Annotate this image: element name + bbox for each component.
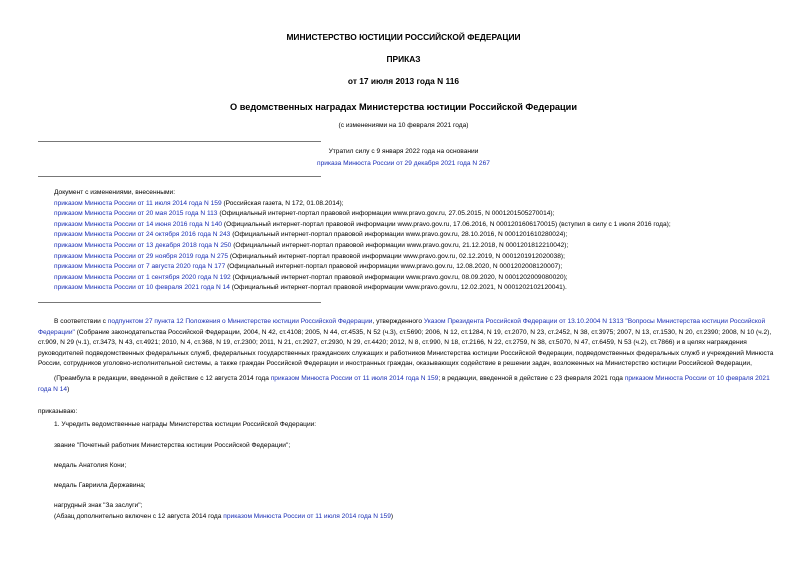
date-number-heading: от 17 июля 2013 года N 116 (347, 76, 460, 86)
amendment-link[interactable]: приказом Минюста России от 24 октября 2016 года N 243 (54, 231, 231, 239)
award-item: звание "Почетный работник Министерства юстиции Российской Федерации"; (54, 442, 291, 449)
amendment-link[interactable]: приказом Минюста России от 11 июля 2014 года N 159 (270, 375, 439, 382)
list-item: приказом Минюста России от 1 сентября 2020 года N 192 (Официальный интернет-портал правовой информации www.pravo.gov.ru, 08.09.2020, N 0001202009080020); (54, 273, 568, 281)
list-item: приказом Минюста России от 7 августа 2020 года N 177 (Официальный интернет-портал правовой информации www.pravo.gov.ru, 12.08.2020, N 0001202008120007); (54, 263, 563, 271)
list-item: приказом Минюста России от 11 июля 2014 года N 159 (Российская газета, N 172, 01.08.2014); (54, 199, 344, 207)
regulation-link[interactable]: подпунктом 27 пункта 12 Положения о Министерстве юстиции Российской Федерации (107, 318, 373, 325)
list-item: приказом Минюста России от 13 декабря 2018 года N 250 (Официальный интернет-портал правовой информации www.pravo.gov.ru, 21.12.2018, N 0001201812210042); (54, 241, 569, 249)
amendment-link[interactable]: приказом Минюста России от 10 февраля 2021 года N 14 (38, 375, 770, 393)
document-title: О ведомственных наградах Министерства юстиции Российской Федерации (230, 102, 577, 112)
amendment-link[interactable]: приказом Минюста России от 10 февраля 2021 года N 14 (54, 284, 230, 292)
divider (38, 141, 321, 142)
lost-force-text: Утратил силу с 9 января 2022 года на основании (328, 148, 479, 155)
doc-type-heading: ПРИКАЗ (386, 54, 421, 64)
award-item: медаль Анатолия Кони; (54, 462, 127, 469)
award-note: (Абзац дополнительно включен с 12 августа 2014 года приказом Минюста России от 11 июля 2014 года N 159) (54, 513, 394, 520)
order-verb: приказываю: (38, 408, 78, 415)
decree-link[interactable]: Указом Президента Российской Федерации от 13.10.2004 N 1313 "Вопросы Министерства юстиции Российской Федерации" (38, 318, 766, 336)
list-item: приказом Минюста России от 24 октября 2016 года N 243 (Официальный интернет-портал правовой информации www.pravo.gov.ru, 28.10.2016, N 0001201610280024); (54, 231, 568, 239)
amendment-link[interactable]: приказом Минюста России от 13 декабря 2018 года N 250 (54, 241, 232, 249)
changes-list (54, 189, 779, 295)
amendment-link[interactable]: приказом Минюста России от 11 июля 2014 года N 159 (223, 513, 391, 520)
list-item: приказом Минюста России от 10 февраля 2021 года N 14 (Официальный интернет-портал правовой информации www.pravo.gov.ru, 12.02.2021, N 0001202102120041). (54, 284, 567, 292)
list-item: приказом Минюста России от 29 ноября 2019 года N 275 (Официальный интернет-портал правовой информации www.pravo.gov.ru, 02.12.2019, N 0001201912020038); (54, 252, 565, 260)
ministry-heading: МИНИСТЕРСТВО ЮСТИЦИИ РОССИЙСКОЙ ФЕДЕРАЦИИ (286, 32, 521, 42)
amendment-link[interactable]: приказом Минюста России от 14 июня 2016 года N 140 (54, 220, 223, 228)
award-item: медаль Гавриила Державина; (54, 482, 146, 489)
amendment-link[interactable]: приказом Минюста России от 7 августа 2020 года N 177 (54, 263, 226, 271)
award-item: нагрудный знак "За заслуги"; (54, 502, 143, 509)
order-item-1: 1. Учредить ведомственные награды Министерства юстиции Российской Федерации: (54, 421, 317, 428)
divider (38, 176, 321, 177)
divider (38, 302, 321, 303)
document-subtitle: (с изменениями на 10 февраля 2021 года) (338, 122, 469, 129)
preamble-paragraph: В соответствии с подпунктом 27 пункта 12 Положения о Министерстве юстиции Российской Федерации, утвержденного Указом Президента Российской Федерации от 13.10.2004 N 1313 "Вопросы Министерства юстиции Российской Федерации" (Собрание законодательства Российской Федерации, 2004, N 42, ст.4108; 2005, N 44, ст.4535, N 52 (ч.3), ст.5690; 2006, N 12, ст.1284, N 19, ст.2070, N 23, ст.2452, N 38, ст.3975; 2007, N 13, ст.1530, N 20, ст.2390; 2008, N 10 (ч.2), ст.909, N 29 (ч.1), ст.3473, N 43, ст.4921; 2010, N 4, ст.368, N 19, ст.2300; 2011, N 21, ст.2927, ст.2930, N 29, ст.4420; 2012, N 8, ст.990, N 18, ст.2166, N 22, ст.2759, N 38, ст.5070, N 47, ст.6459, N 53 (ч.2), ст.7866) и в целях награждения руководителей подведомственных федеральных служб, федеральных государственных гражданских служащих и работников Министерства юстиции Российской Федерации, подведомственных федеральных служб и учреждений Минюста России, сотрудников уголовно-исполнительной системы, а также граждан Российской Федерации и иностранных граждан, оказывающих содействие в решении задач, возложенных на Министерство юстиции Российской Федерации, (38, 318, 774, 368)
lost-force-link[interactable]: приказа Минюста России от 29 декабря 2021 года N 267 (317, 160, 490, 167)
amendment-link[interactable]: приказом Минюста России от 11 июля 2014 года N 159 (54, 199, 222, 207)
amendment-link[interactable]: приказом Минюста России от 29 ноября 2019 года N 275 (54, 252, 229, 260)
list-item: приказом Минюста России от 20 мая 2015 года N 113 (Официальный интернет-портал правовой информации www.pravo.gov.ru, 27.05.2015, N 0001201505270014); (54, 210, 555, 218)
amendment-link[interactable]: приказом Минюста России от 1 сентября 2020 года N 192 (54, 273, 231, 281)
list-item: приказом Минюста России от 14 июня 2016 года N 140 (Официальный интернет-портал правовой информации www.pravo.gov.ru, 17.06.2016, N 0001201606170015) (вступил в силу с 1 июля 2016 года); (54, 220, 671, 228)
changes-intro: Документ с изменениями, внесенными: (54, 189, 176, 196)
preamble-note: (Преамбула в редакции, введенной в действие с 12 августа 2014 года приказом Минюста России от 11 июля 2014 года N 159; в редакции, введенной в действие с 23 февраля 2021 года приказом Минюста России от 10 февраля 2021 года N 14) (38, 375, 770, 393)
amendment-link[interactable]: приказом Минюста России от 20 мая 2015 года N 113 (54, 210, 218, 218)
